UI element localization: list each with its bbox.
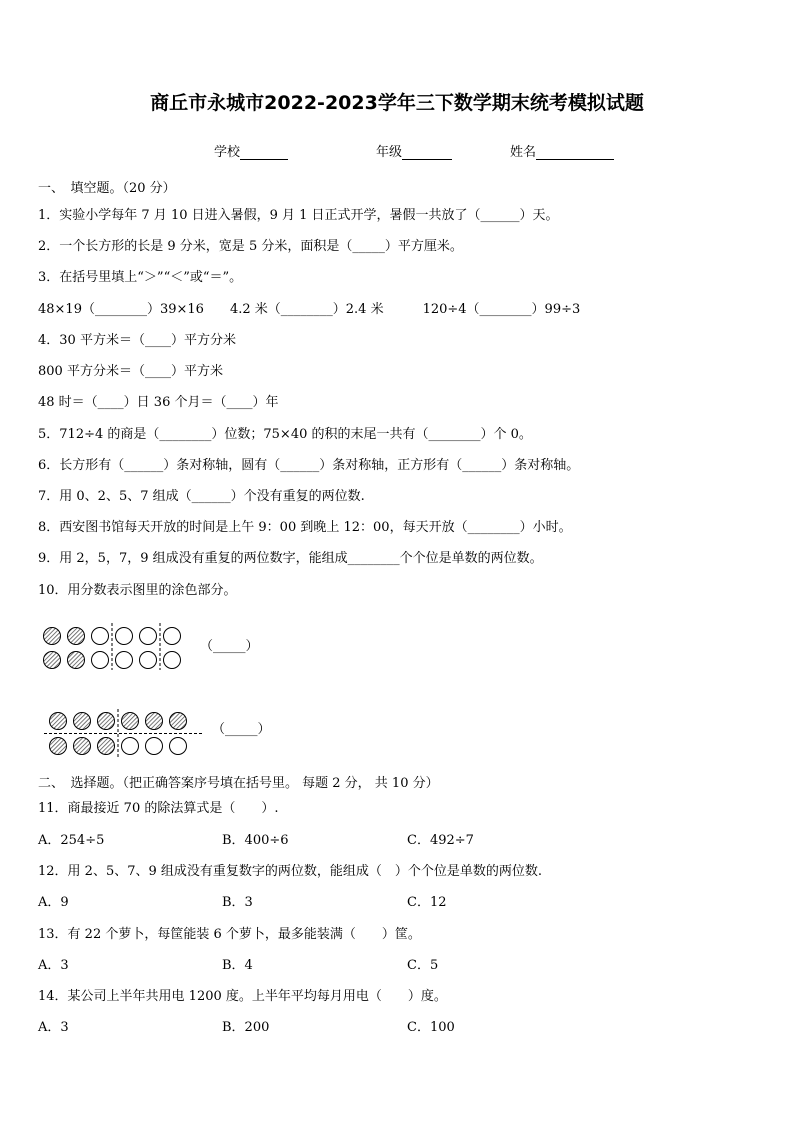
q14-option-b[interactable]: B．200 [222, 1020, 270, 1035]
circle-bottom-3 [98, 738, 115, 755]
circle-2-1 [44, 652, 61, 669]
circle-top-2 [74, 713, 91, 730]
q11-option-c[interactable]: C．492÷7 [407, 833, 474, 848]
circle-top-1 [50, 713, 67, 730]
q13-option-b[interactable]: B．4 [222, 958, 253, 973]
circle-bottom-6 [170, 738, 187, 755]
circle-bottom-4 [122, 738, 139, 755]
q13-option-a[interactable]: A．3 [38, 958, 69, 973]
q11-option-a[interactable]: A．254÷5 [38, 833, 105, 848]
question-8: 8．西安图书馆每天开放的时间是上午 9：00 到晚上 12：00，每天开放（________）小时。 [38, 520, 572, 535]
circle-1-3 [92, 628, 109, 645]
question-14: 14．某公司上半年共用电 1200 度。上半年平均每月用电（ ）度。 [38, 989, 447, 1004]
circle-top-6 [170, 713, 187, 730]
q14-option-a[interactable]: A．3 [38, 1020, 69, 1035]
question-2: 2．一个长方形的长是 9 分米，宽是 5 分米，面积是（_____）平方厘米。 [38, 239, 463, 254]
circle-top-4 [122, 713, 139, 730]
fraction-figure-2 [44, 708, 204, 760]
question-5: 5．712÷4 的商是（________）位数；75×40 的积的末尾一共有（________）个 0。 [38, 427, 532, 442]
circle-1-4 [116, 628, 133, 645]
circle-top-5 [146, 713, 163, 730]
question-3: 3．在括号里填上“＞”“＜”或“＝”。 [38, 270, 243, 285]
circle-top-3 [98, 713, 115, 730]
circle-2-5 [140, 652, 157, 669]
question-9: 9．用 2，5，7，9 组成没有重复的两位数字，能组成________个个位是单数的两位数。 [38, 551, 543, 566]
circle-2-4 [116, 652, 133, 669]
question-4b: 800 平方分米＝（____）平方米 [38, 364, 223, 379]
school-field[interactable]: 学校 [214, 141, 288, 160]
circle-bottom-1 [50, 738, 67, 755]
circle-2-3 [92, 652, 109, 669]
circle-bottom-2 [74, 738, 91, 755]
circle-1-2 [68, 628, 85, 645]
circles-grid-1 [40, 622, 200, 672]
question-12: 12．用 2、5、7、9 组成没有重复数字的两位数，能组成（ ）个个位是单数的两位数. [38, 864, 543, 879]
circles-grid-2 [44, 708, 204, 760]
section1-header: 一、 填空题。（20 分） [38, 181, 176, 196]
grade-field[interactable]: 年级 [376, 141, 452, 160]
circle-2-2 [68, 652, 85, 669]
question-6: 6．长方形有（______）条对称轴，圆有（______）条对称轴，正方形有（______）条对称轴。 [38, 458, 580, 473]
figure-1-answer: （_____） [200, 639, 259, 654]
page-title: 商丘市永城市2022-2023学年三下数学期末统考模拟试题 [150, 92, 644, 114]
question-1: 1．实验小学每年 7 月 10 日进入暑假，9 月 1 日正式开学，暑假一共放了（______）天。 [38, 208, 559, 223]
question-4c: 48 时＝（____）日 36 个月＝（____）年 [38, 395, 279, 410]
q12-option-a[interactable]: A．9 [38, 895, 69, 910]
circle-1-1 [44, 628, 61, 645]
name-field[interactable]: 姓名 [510, 141, 614, 160]
q12-option-c[interactable]: C．12 [407, 895, 447, 910]
question-10: 10．用分数表示图里的涂色部分。 [38, 583, 237, 598]
question-7: 7．用 0、2、5、7 组成（______）个没有重复的两位数. [38, 489, 365, 504]
circle-bottom-5 [146, 738, 163, 755]
figure-2-answer: （_____） [212, 722, 271, 737]
circle-1-5 [140, 628, 157, 645]
fraction-figure-1 [40, 622, 200, 672]
circle-2-6 [164, 652, 181, 669]
section2-header: 二、 选择题。（把正确答案序号填在括号里。 每题 2 分， 共 10 分） [38, 776, 439, 791]
q12-option-b[interactable]: B．3 [222, 895, 253, 910]
question-13: 13．有 22 个萝卜，每筐能装 6 个萝卜，最多能装满（ ）筐。 [38, 927, 421, 942]
question-4a: 4．30 平方米＝（____）平方分米 [38, 333, 236, 348]
q14-option-c[interactable]: C．100 [407, 1020, 455, 1035]
question-3-items: 48×19（________）39×16 4.2 米（________）2.4 米 120÷4（________）99÷3 [38, 302, 581, 317]
q11-option-b[interactable]: B．400÷6 [222, 833, 289, 848]
circle-1-6 [164, 628, 181, 645]
question-11: 11．商最接近 70 的除法算式是（ ）. [38, 801, 279, 816]
q13-option-c[interactable]: C．5 [407, 958, 439, 973]
